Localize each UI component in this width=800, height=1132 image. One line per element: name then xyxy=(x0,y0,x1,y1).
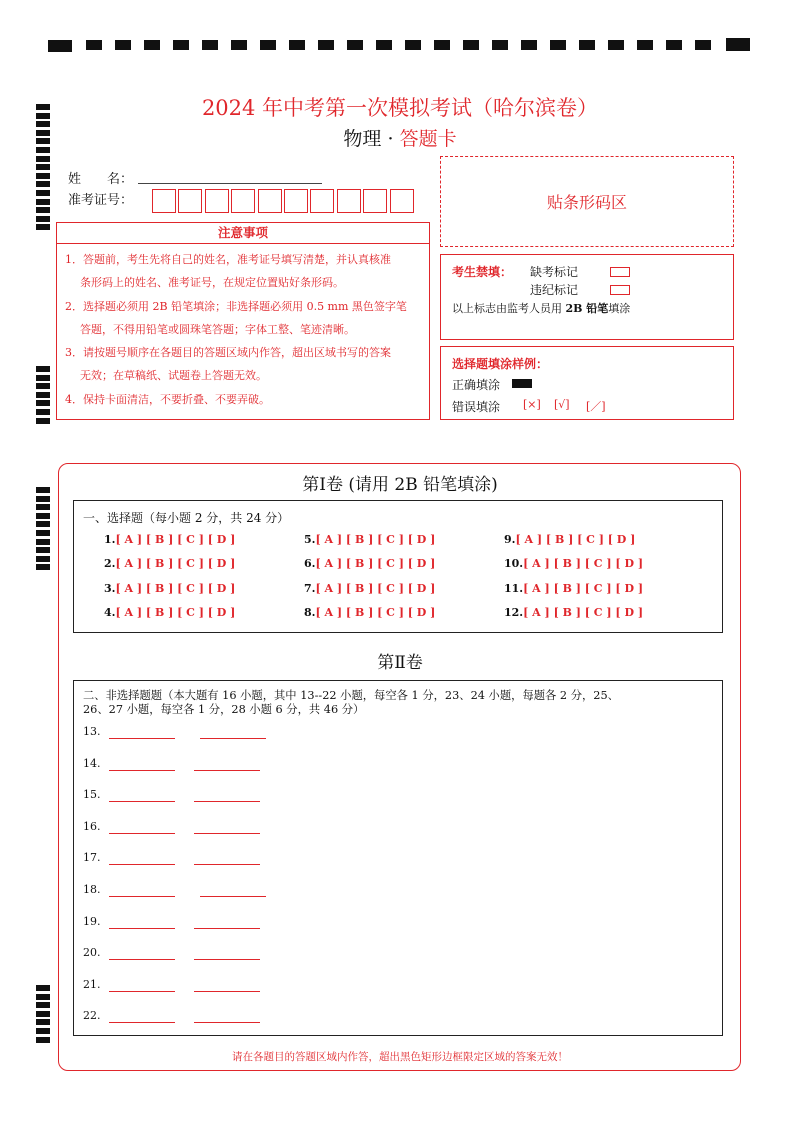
answer-blank[interactable] xyxy=(194,928,260,929)
mc-question-number: 6. xyxy=(304,557,316,570)
exam-id-digit-box[interactable] xyxy=(152,189,176,213)
timing-mark xyxy=(492,40,508,50)
mc-question xyxy=(104,606,235,619)
mc-question-number: 2. xyxy=(104,557,116,570)
timing-mark xyxy=(36,1028,50,1034)
mc-question-number: 8. xyxy=(304,606,316,619)
correct-fill-mark xyxy=(512,379,532,388)
mc-options[interactable]: [ A ] [ B ] [ C ] [ D ] xyxy=(115,606,236,619)
mc-question xyxy=(104,533,235,546)
timing-mark xyxy=(36,1037,50,1043)
mc-options[interactable]: [ A ] [ B ] [ C ] [ D ] xyxy=(115,582,236,595)
mc-question-number: 12. xyxy=(504,606,524,619)
timing-mark xyxy=(36,521,50,527)
mc-question-number: 11. xyxy=(504,582,524,595)
proctor-label: 考生禁填： xyxy=(452,265,513,279)
timing-mark xyxy=(36,216,50,222)
timing-mark xyxy=(36,547,50,553)
timing-mark xyxy=(86,40,102,50)
timing-mark xyxy=(36,199,50,205)
mc-question xyxy=(304,533,435,546)
timing-mark xyxy=(144,40,160,50)
violation-mark-box[interactable] xyxy=(610,285,630,295)
timing-mark xyxy=(36,375,50,381)
fr-question-number: 13. xyxy=(83,725,101,738)
correct-fill-label: 正确填涂 xyxy=(452,378,501,392)
exam-title: 2024 年中考第一次模拟考试（哈尔滨卷） xyxy=(201,96,599,120)
answer-blank[interactable] xyxy=(109,801,175,802)
timing-mark xyxy=(231,40,247,50)
timing-mark xyxy=(48,40,72,52)
exam-id-digit-box[interactable] xyxy=(178,189,202,213)
notice-item xyxy=(65,248,425,295)
timing-mark xyxy=(173,40,189,50)
fr-question-number: 16. xyxy=(83,819,101,833)
answer-blank[interactable] xyxy=(194,801,260,802)
mc-question xyxy=(504,533,635,546)
fr-question-number: 15. xyxy=(83,788,101,802)
timing-mark xyxy=(36,190,50,196)
name-field[interactable] xyxy=(138,183,322,184)
mc-question xyxy=(504,557,643,570)
notice-line: 3．请按题号顺序在各题目的答题区域内作答，超出区域书写的答案 xyxy=(65,346,391,360)
violation-label: 违纪标记 xyxy=(530,283,579,297)
mc-question xyxy=(504,582,643,595)
exam-id-digit-box[interactable] xyxy=(205,189,229,213)
timing-mark xyxy=(36,164,50,170)
answer-blank[interactable] xyxy=(194,1022,260,1023)
timing-mark xyxy=(550,40,566,50)
timing-mark xyxy=(36,556,50,562)
answer-blank[interactable] xyxy=(194,833,260,834)
timing-mark xyxy=(36,513,50,519)
wrong-mark-check: [√] xyxy=(554,398,570,411)
notice-line: 答题，不得用铅笔或圆珠笔答题；字体工整、笔迹清晰。 xyxy=(80,322,355,336)
fr-section-line1: 二、非选择题题（本大题有 16 小题，其中 13--22 小题，每空各 1 分，23、24 小题，每题各 2 分，25、 xyxy=(83,689,619,702)
answer-blank[interactable] xyxy=(109,1022,175,1023)
timing-mark xyxy=(36,366,50,372)
notice-line: 无效；在草稿纸、试题卷上答题无效。 xyxy=(80,369,267,383)
proctor-only-box xyxy=(440,254,734,340)
notice-box xyxy=(56,222,430,420)
timing-mark xyxy=(289,40,305,50)
subject-label: 物理 xyxy=(343,128,382,150)
answer-blank[interactable] xyxy=(109,959,175,960)
timing-mark xyxy=(347,40,363,50)
fr-question-number: 18. xyxy=(83,883,101,896)
separator-dot: · xyxy=(387,128,394,150)
part2-title: 第Ⅱ卷 xyxy=(377,653,423,673)
answer-blank[interactable] xyxy=(109,738,175,739)
mc-options[interactable]: [ A ] [ B ] [ C ] [ D ] xyxy=(315,557,436,570)
timing-mark xyxy=(36,181,50,187)
timing-mark xyxy=(36,504,50,510)
multiple-choice-box xyxy=(73,500,723,633)
timing-mark xyxy=(376,40,392,50)
wrong-mark-slash: [／] xyxy=(586,400,606,413)
timing-mark xyxy=(36,530,50,536)
fill-sample-box xyxy=(440,346,734,420)
timing-mark xyxy=(36,994,50,1000)
mc-options[interactable]: [ A ] [ B ] [ C ] [ D ] xyxy=(315,606,436,619)
fr-question-number: 17. xyxy=(83,851,101,865)
timing-mark xyxy=(36,1002,50,1008)
exam-id-digit-box[interactable] xyxy=(337,189,361,213)
timing-mark xyxy=(36,400,50,406)
timing-mark xyxy=(637,40,653,50)
exam-id-digit-box[interactable] xyxy=(363,189,387,213)
mc-options[interactable]: [ A ] [ B ] [ C ] [ D ] xyxy=(523,582,644,595)
mc-question xyxy=(104,557,235,570)
answer-card-label: 答题卡 xyxy=(399,128,457,150)
mc-options[interactable]: [ A ] [ B ] [ C ] [ D ] xyxy=(315,533,436,546)
mc-question xyxy=(304,582,435,595)
answer-blank[interactable] xyxy=(109,864,175,865)
mc-question-number: 10. xyxy=(504,557,524,570)
exam-id-digit-box[interactable] xyxy=(310,189,334,213)
fr-question-number: 19. xyxy=(83,914,101,928)
mc-question-number: 7. xyxy=(304,582,316,595)
name-label: 姓 名： xyxy=(68,172,134,187)
mc-question xyxy=(304,557,435,570)
fr-section-line2: 26、27 小题，每空各 1 分，28 小题 6 分，共 46 分） xyxy=(83,703,365,716)
timing-mark xyxy=(202,40,218,50)
timing-mark xyxy=(579,40,595,50)
mc-question-number: 9. xyxy=(504,533,516,546)
footer-warning: 请在各题目的答题区域内作答，超出黑色矩形边框限定区域的答案无效！ xyxy=(232,1051,568,1063)
timing-mark xyxy=(36,383,50,389)
notice-item xyxy=(65,341,425,388)
notice-title: 注意事项 xyxy=(57,223,429,244)
mc-options[interactable]: [ A ] [ B ] [ C ] [ D ] xyxy=(115,557,236,570)
timing-mark xyxy=(36,224,50,230)
notice-line: 4．保持卡面清洁，不要折叠、不要弄破。 xyxy=(65,392,270,406)
mc-question xyxy=(504,606,643,619)
mc-options[interactable]: [ A ] [ B ] [ C ] [ D ] xyxy=(515,533,636,546)
exam-id-boxes[interactable] xyxy=(152,189,416,213)
timing-mark xyxy=(726,38,750,51)
wrong-fill-label: 错误填涂 xyxy=(452,400,501,414)
mc-options[interactable]: [ A ] [ B ] [ C ] [ D ] xyxy=(315,582,436,595)
sample-title: 选择题填涂样例： xyxy=(452,357,549,371)
timing-mark xyxy=(521,40,537,50)
mc-section-label: 一、选择题（每小题 2 分，共 24 分） xyxy=(83,511,290,525)
mc-question-number: 5. xyxy=(304,533,316,546)
fr-question-number: 20. xyxy=(83,946,101,960)
free-response-box xyxy=(73,680,723,1036)
wrong-mark-cross: [×] xyxy=(523,398,541,411)
timing-mark xyxy=(36,409,50,415)
exam-id-digit-box[interactable] xyxy=(231,189,255,213)
mc-options[interactable]: [ A ] [ B ] [ C ] [ D ] xyxy=(523,606,644,619)
absent-mark-box[interactable] xyxy=(610,267,630,277)
answer-blank[interactable] xyxy=(194,770,260,771)
answer-blank[interactable] xyxy=(200,896,266,897)
mc-options[interactable]: [ A ] [ B ] [ C ] [ D ] xyxy=(115,533,236,546)
proctor-note xyxy=(452,300,630,316)
mc-question-number: 4. xyxy=(104,606,116,619)
notice-body xyxy=(57,244,429,411)
timing-mark xyxy=(36,156,50,162)
fr-question-number: 21. xyxy=(83,977,101,991)
timing-mark xyxy=(36,1011,50,1017)
mc-options[interactable]: [ A ] [ B ] [ C ] [ D ] xyxy=(523,557,644,570)
answer-blank[interactable] xyxy=(194,864,260,865)
timing-mark xyxy=(36,207,50,213)
mc-question xyxy=(104,582,235,595)
timing-mark xyxy=(36,418,50,424)
barcode-area: 贴条形码区 xyxy=(440,156,734,247)
answer-blank[interactable] xyxy=(109,991,175,992)
timing-mark xyxy=(434,40,450,50)
notice-line: 1．答题前，考生先将自己的姓名，准考证号填写清楚，并认真核准 xyxy=(65,253,391,266)
part1-title: 第Ⅰ卷 (请用 2B 铅笔填涂) xyxy=(302,475,498,495)
timing-mark xyxy=(36,392,50,398)
timing-mark xyxy=(36,496,50,502)
answer-blank[interactable] xyxy=(109,928,175,929)
mc-question-number: 1. xyxy=(104,533,116,546)
timing-mark xyxy=(36,985,50,991)
answer-blank[interactable] xyxy=(194,959,260,960)
timing-mark xyxy=(666,40,682,50)
mc-question xyxy=(304,606,435,619)
timing-mark xyxy=(608,40,624,50)
proctor-note-prefix: 以上标志由监考人员用 xyxy=(452,302,566,315)
answer-blank[interactable] xyxy=(200,738,266,739)
timing-mark xyxy=(115,40,131,50)
proctor-note-suffix: 填涂 xyxy=(608,302,631,315)
timing-mark xyxy=(36,539,50,545)
exam-id-label: 准考证号： xyxy=(68,193,134,208)
timing-mark xyxy=(260,40,276,50)
timing-mark xyxy=(695,40,711,50)
answer-blank[interactable] xyxy=(194,991,260,992)
absent-label: 缺考标记 xyxy=(530,265,579,279)
fr-question-number: 14. xyxy=(83,756,101,770)
exam-id-digit-box[interactable] xyxy=(284,189,308,213)
proctor-note-bold: 2B 铅笔 xyxy=(565,302,609,315)
notice-line: 2．选择题必须用 2B 铅笔填涂；非选择题必须用 0.5 mm 黑色签字笔 xyxy=(65,299,407,313)
notice-item xyxy=(65,295,425,342)
mc-question-number: 3. xyxy=(104,582,116,595)
answer-blank[interactable] xyxy=(109,896,175,897)
timing-mark xyxy=(36,564,50,570)
timing-mark xyxy=(36,173,50,179)
answer-blank[interactable] xyxy=(109,833,175,834)
timing-mark xyxy=(318,40,334,50)
exam-id-digit-box[interactable] xyxy=(390,189,414,213)
timing-mark xyxy=(405,40,421,50)
exam-id-digit-box[interactable] xyxy=(258,189,282,213)
timing-mark xyxy=(36,1019,50,1025)
timing-mark xyxy=(463,40,479,50)
answer-blank[interactable] xyxy=(109,770,175,771)
notice-item xyxy=(65,388,425,411)
notice-line: 条形码上的姓名、准考证号，在规定位置贴好条形码。 xyxy=(80,276,344,290)
card-subtitle xyxy=(0,124,800,151)
fr-question-number: 22. xyxy=(83,1009,101,1023)
